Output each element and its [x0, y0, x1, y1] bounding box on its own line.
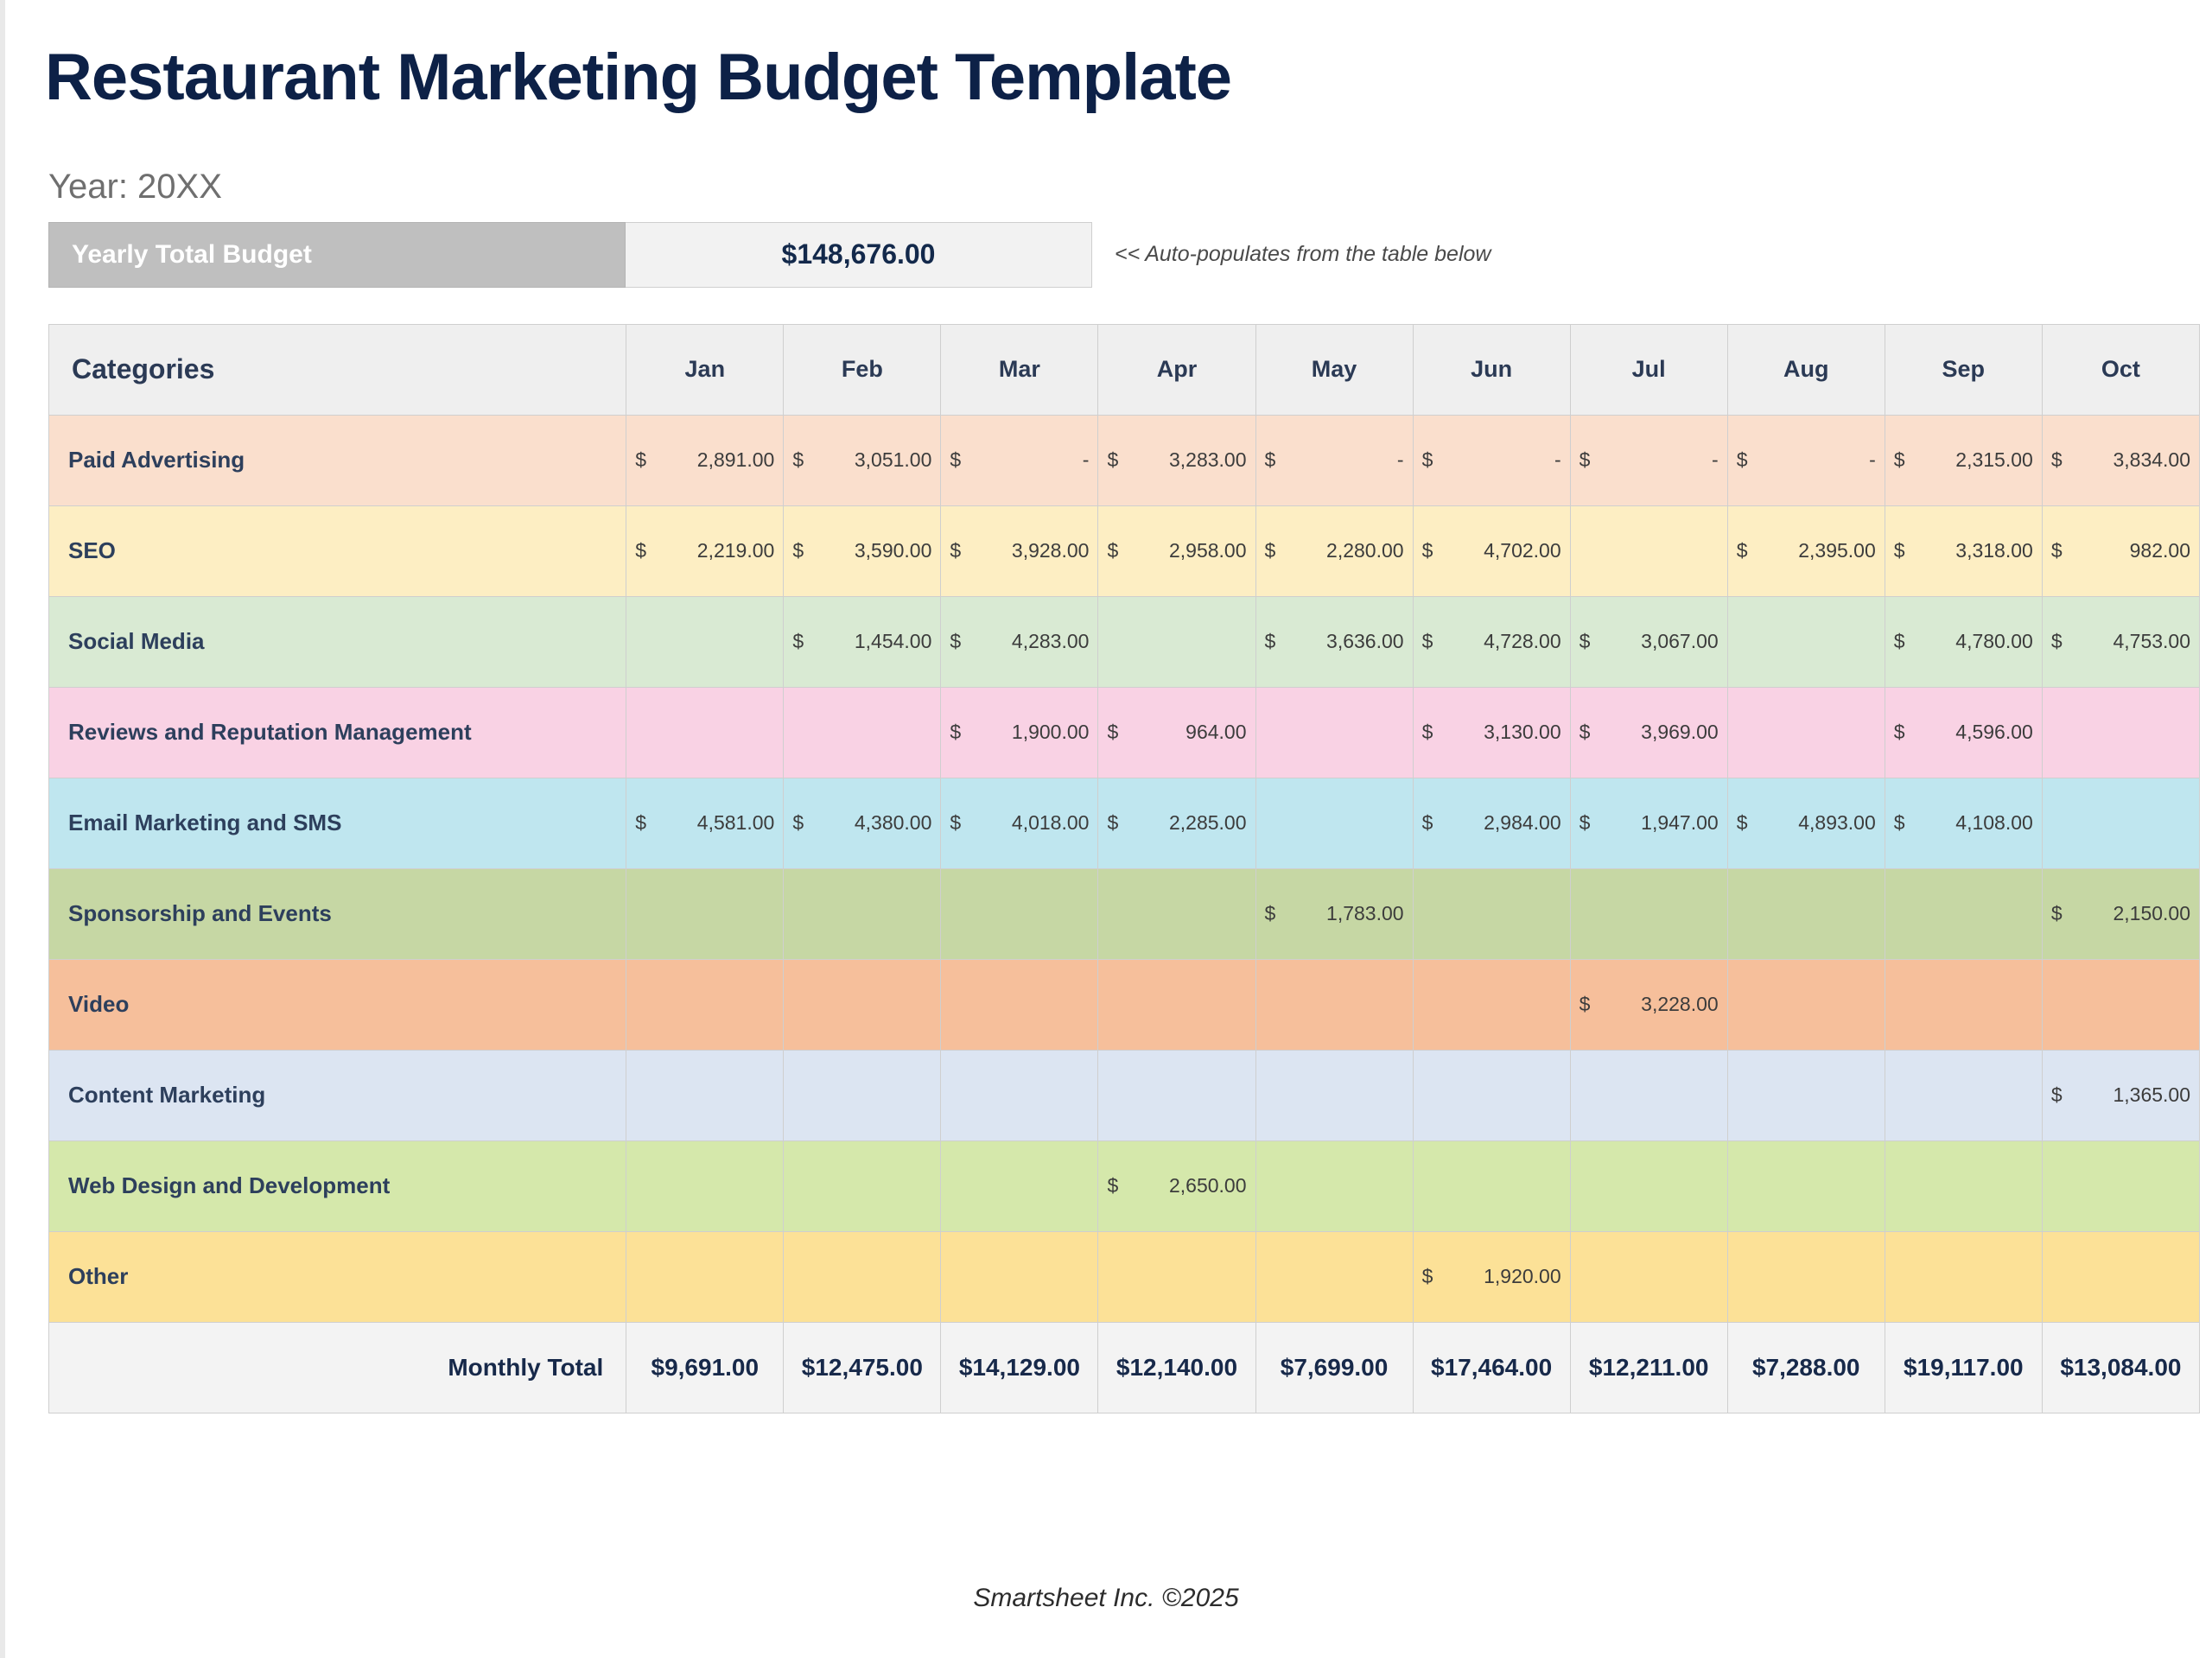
currency-symbol: $: [1421, 811, 1433, 835]
currency-symbol: $: [2050, 902, 2063, 925]
budget-cell[interactable]: [1570, 1140, 1727, 1231]
currency-symbol: $: [1893, 721, 1905, 744]
cell-amount: 3,834.00: [2113, 448, 2190, 472]
category-label: Social Media: [49, 596, 626, 687]
cell-amount: 4,596.00: [1955, 721, 2033, 744]
budget-cell[interactable]: [1255, 415, 1413, 505]
cell-amount: 2,395.00: [1798, 539, 1876, 562]
currency-symbol: $: [1893, 448, 1905, 472]
table-row: [49, 1140, 2200, 1231]
cell-amount: 2,150.00: [2113, 902, 2190, 925]
category-label: Web Design and Development: [49, 1140, 626, 1231]
budget-cell[interactable]: [1885, 415, 2042, 505]
budget-cell[interactable]: [2042, 1050, 2199, 1140]
currency-symbol: $: [792, 630, 804, 653]
header-categories: Categories: [49, 324, 626, 415]
budget-cell[interactable]: [1255, 1050, 1413, 1140]
table-row: [49, 959, 2200, 1050]
cell-amount: 3,283.00: [1168, 448, 1247, 472]
category-label: SEO: [49, 505, 626, 596]
table-row: [49, 415, 2200, 505]
footer-credit: Smartsheet Inc. ©2025: [973, 1584, 1239, 1612]
budget-cell[interactable]: [1413, 868, 1570, 959]
cell-amount: 4,283.00: [1011, 630, 1090, 653]
budget-cell[interactable]: [2042, 505, 2199, 596]
budget-cell[interactable]: [626, 778, 784, 868]
budget-cell[interactable]: [1727, 415, 1885, 505]
monthly-total-value: $14,129.00: [941, 1322, 1098, 1413]
budget-cell[interactable]: [626, 959, 784, 1050]
currency-symbol: $: [1264, 448, 1276, 472]
cell-amount: 982.00: [2129, 539, 2190, 562]
cell-amount: 2,219.00: [696, 539, 775, 562]
header-month-jun: Jun: [1413, 324, 1570, 415]
cell-amount: -: [1396, 448, 1404, 472]
budget-cell[interactable]: [1413, 1050, 1570, 1140]
currency-symbol: $: [1264, 630, 1276, 653]
budget-cell[interactable]: [784, 778, 941, 868]
cell-amount: 3,130.00: [1484, 721, 1561, 744]
category-label: Other: [49, 1231, 626, 1322]
budget-cell[interactable]: [2042, 959, 2199, 1050]
cell-amount: 2,958.00: [1168, 539, 1247, 562]
budget-cell[interactable]: [2042, 1140, 2199, 1231]
budget-table: [48, 324, 2200, 1413]
budget-cell[interactable]: [1413, 415, 1570, 505]
currency-symbol: $: [1107, 539, 1119, 562]
header-month-apr: Apr: [1098, 324, 1255, 415]
budget-cell[interactable]: [1098, 687, 1255, 778]
budget-cell[interactable]: [1255, 959, 1413, 1050]
cell-amount: 1,920.00: [1484, 1265, 1561, 1288]
table-row: [49, 1231, 2200, 1322]
currency-symbol: $: [950, 721, 962, 744]
category-label: Content Marketing: [49, 1050, 626, 1140]
budget-cell[interactable]: [1885, 959, 2042, 1050]
budget-cell[interactable]: [626, 505, 784, 596]
currency-symbol: $: [1107, 811, 1119, 835]
header-month-sep: Sep: [1885, 324, 2042, 415]
yearly-total-value[interactable]: $148,676.00: [626, 222, 1092, 288]
currency-symbol: $: [1579, 721, 1591, 744]
currency-symbol: $: [1107, 1174, 1119, 1197]
monthly-total-value: $13,084.00: [2042, 1322, 2199, 1413]
budget-cell[interactable]: [2042, 1231, 2199, 1322]
budget-cell[interactable]: [1255, 778, 1413, 868]
budget-cell[interactable]: [2042, 415, 2199, 505]
currency-symbol: $: [1421, 539, 1433, 562]
budget-cell[interactable]: [1885, 778, 2042, 868]
cell-amount: 2,315.00: [1955, 448, 2033, 472]
budget-cell[interactable]: [1098, 596, 1255, 687]
budget-cell[interactable]: [1098, 1140, 1255, 1231]
cell-amount: 4,728.00: [1484, 630, 1561, 653]
page-title: Restaurant Marketing Budget Template: [45, 41, 1232, 114]
cell-amount: 3,928.00: [1011, 539, 1090, 562]
budget-cell[interactable]: [2042, 778, 2199, 868]
budget-cell[interactable]: [941, 505, 1098, 596]
currency-symbol: $: [1736, 448, 1748, 472]
monthly-total-value: $12,140.00: [1098, 1322, 1255, 1413]
currency-symbol: $: [1893, 811, 1905, 835]
currency-symbol: $: [2050, 1083, 2063, 1107]
budget-cell[interactable]: [1570, 687, 1727, 778]
currency-symbol: $: [792, 448, 804, 472]
header-month-aug: Aug: [1727, 324, 1885, 415]
budget-cell[interactable]: [784, 505, 941, 596]
header-month-may: May: [1255, 324, 1413, 415]
header-month-feb: Feb: [784, 324, 941, 415]
year-label: Year: 20XX: [48, 167, 222, 206]
cell-amount: 2,650.00: [1168, 1174, 1247, 1197]
budget-cell[interactable]: [1255, 868, 1413, 959]
budget-cell[interactable]: [2042, 868, 2199, 959]
cell-amount: 964.00: [1185, 721, 1247, 744]
monthly-total-row: [49, 1322, 2200, 1413]
currency-symbol: $: [1264, 539, 1276, 562]
budget-cell[interactable]: [1098, 415, 1255, 505]
yearly-total-note: << Auto-populates from the table below: [1115, 242, 1491, 267]
currency-symbol: $: [1421, 721, 1433, 744]
table-row: [49, 687, 2200, 778]
budget-cell[interactable]: [1570, 778, 1727, 868]
category-label: Video: [49, 959, 626, 1050]
page-left-edge: [0, 0, 5, 1658]
monthly-total-value: $9,691.00: [626, 1322, 784, 1413]
budget-cell[interactable]: [941, 1231, 1098, 1322]
budget-cell[interactable]: [1885, 1050, 2042, 1140]
yearly-total-label: Yearly Total Budget: [48, 222, 626, 288]
table-row: [49, 596, 2200, 687]
cell-amount: 2,280.00: [1326, 539, 1404, 562]
budget-cell[interactable]: [941, 778, 1098, 868]
table-row: [49, 505, 2200, 596]
cell-amount: 3,067.00: [1641, 630, 1719, 653]
cell-amount: 4,018.00: [1011, 811, 1090, 835]
category-label: Email Marketing and SMS: [49, 778, 626, 868]
budget-cell[interactable]: [784, 1231, 941, 1322]
budget-cell[interactable]: [1570, 505, 1727, 596]
cell-amount: 1,454.00: [854, 630, 932, 653]
monthly-total-value: $7,699.00: [1255, 1322, 1413, 1413]
table-row: [49, 1050, 2200, 1140]
budget-cell[interactable]: [1413, 778, 1570, 868]
cell-amount: -: [1554, 448, 1561, 472]
budget-cell[interactable]: [941, 1140, 1098, 1231]
budget-cell[interactable]: [626, 415, 784, 505]
currency-symbol: $: [635, 811, 647, 835]
cell-amount: 2,285.00: [1168, 811, 1247, 835]
table-row: [49, 778, 2200, 868]
category-label: Sponsorship and Events: [49, 868, 626, 959]
monthly-total-label: Monthly Total: [49, 1322, 626, 1413]
budget-cell[interactable]: [941, 1050, 1098, 1140]
currency-symbol: $: [2050, 539, 2063, 562]
cell-amount: 3,590.00: [854, 539, 932, 562]
budget-cell[interactable]: [1413, 1140, 1570, 1231]
budget-cell[interactable]: [1727, 687, 1885, 778]
budget-cell[interactable]: [784, 868, 941, 959]
budget-cell[interactable]: [1727, 868, 1885, 959]
header-row: [49, 324, 2200, 415]
cell-amount: -: [1082, 448, 1090, 472]
currency-symbol: $: [1107, 721, 1119, 744]
budget-cell[interactable]: [1413, 687, 1570, 778]
currency-symbol: $: [1893, 630, 1905, 653]
monthly-total-value: $12,211.00: [1570, 1322, 1727, 1413]
currency-symbol: $: [635, 448, 647, 472]
budget-cell[interactable]: [1413, 505, 1570, 596]
currency-symbol: $: [1579, 448, 1591, 472]
monthly-total-value: $19,117.00: [1885, 1322, 2042, 1413]
header-month-jul: Jul: [1570, 324, 1727, 415]
currency-symbol: $: [1736, 539, 1748, 562]
category-label: Paid Advertising: [49, 415, 626, 505]
currency-symbol: $: [1893, 539, 1905, 562]
currency-symbol: $: [950, 448, 962, 472]
budget-cell[interactable]: [1727, 778, 1885, 868]
cell-amount: 3,318.00: [1955, 539, 2033, 562]
currency-symbol: $: [950, 630, 962, 653]
currency-symbol: $: [792, 811, 804, 835]
budget-cell[interactable]: [784, 959, 941, 1050]
cell-amount: 1,365.00: [2113, 1083, 2190, 1107]
cell-amount: 4,108.00: [1955, 811, 2033, 835]
cell-amount: 3,228.00: [1641, 993, 1719, 1016]
budget-cell[interactable]: [1413, 596, 1570, 687]
header-month-mar: Mar: [941, 324, 1098, 415]
currency-symbol: $: [792, 539, 804, 562]
budget-cell[interactable]: [1098, 505, 1255, 596]
cell-amount: -: [1869, 448, 1876, 472]
cell-amount: 4,893.00: [1798, 811, 1876, 835]
budget-cell[interactable]: [784, 687, 941, 778]
cell-amount: 3,969.00: [1641, 721, 1719, 744]
budget-cell[interactable]: [626, 596, 784, 687]
budget-cell[interactable]: [1098, 959, 1255, 1050]
budget-cell[interactable]: [1727, 959, 1885, 1050]
currency-symbol: $: [2050, 630, 2063, 653]
budget-cell[interactable]: [626, 1050, 784, 1140]
budget-cell[interactable]: [1413, 959, 1570, 1050]
currency-symbol: $: [950, 811, 962, 835]
budget-cell[interactable]: [1727, 1140, 1885, 1231]
table-header: [49, 324, 2200, 415]
budget-cell[interactable]: [941, 687, 1098, 778]
cell-amount: 4,380.00: [854, 811, 932, 835]
budget-cell[interactable]: [1885, 687, 2042, 778]
cell-amount: 2,984.00: [1484, 811, 1561, 835]
cell-amount: 3,051.00: [854, 448, 932, 472]
budget-cell[interactable]: [626, 1140, 784, 1231]
monthly-total-value: $17,464.00: [1413, 1322, 1570, 1413]
cell-amount: -: [1712, 448, 1719, 472]
monthly-total-value: $7,288.00: [1727, 1322, 1885, 1413]
currency-symbol: $: [1579, 811, 1591, 835]
currency-symbol: $: [1736, 811, 1748, 835]
header-month-oct: Oct: [2042, 324, 2199, 415]
budget-cell[interactable]: [1885, 505, 2042, 596]
budget-cell[interactable]: [626, 687, 784, 778]
budget-cell[interactable]: [941, 868, 1098, 959]
budget-cell[interactable]: [784, 1050, 941, 1140]
yearly-total-row: [48, 222, 2212, 288]
budget-cell[interactable]: [1885, 1231, 2042, 1322]
budget-cell[interactable]: [2042, 596, 2199, 687]
budget-cell[interactable]: [1570, 596, 1727, 687]
budget-cell[interactable]: [1098, 868, 1255, 959]
budget-cell[interactable]: [1570, 959, 1727, 1050]
budget-cell[interactable]: [1570, 1050, 1727, 1140]
table-body: [49, 415, 2200, 1413]
budget-cell[interactable]: [1727, 596, 1885, 687]
budget-cell[interactable]: [1098, 778, 1255, 868]
budget-cell[interactable]: [784, 596, 941, 687]
budget-cell[interactable]: [1885, 596, 2042, 687]
currency-symbol: $: [1107, 448, 1119, 472]
currency-symbol: $: [1264, 902, 1276, 925]
currency-symbol: $: [2050, 448, 2063, 472]
budget-cell[interactable]: [1727, 505, 1885, 596]
budget-cell[interactable]: [626, 868, 784, 959]
currency-symbol: $: [635, 539, 647, 562]
budget-cell[interactable]: [1727, 1231, 1885, 1322]
budget-cell[interactable]: [784, 1140, 941, 1231]
budget-cell[interactable]: [1727, 1050, 1885, 1140]
budget-cell[interactable]: [1885, 868, 2042, 959]
budget-cell[interactable]: [1098, 1050, 1255, 1140]
budget-cell[interactable]: [1255, 596, 1413, 687]
budget-cell[interactable]: [1885, 1140, 2042, 1231]
budget-cell[interactable]: [1255, 505, 1413, 596]
budget-cell[interactable]: [1570, 1231, 1727, 1322]
budget-cell[interactable]: [1098, 1231, 1255, 1322]
currency-symbol: $: [950, 539, 962, 562]
table-row: [49, 868, 2200, 959]
header-month-jan: Jan: [626, 324, 784, 415]
cell-amount: 4,753.00: [2113, 630, 2190, 653]
budget-cell[interactable]: [1255, 1140, 1413, 1231]
budget-cell[interactable]: [1413, 1231, 1570, 1322]
budget-cell[interactable]: [941, 596, 1098, 687]
budget-cell[interactable]: [1255, 1231, 1413, 1322]
currency-symbol: $: [1579, 993, 1591, 1016]
cell-amount: 1,947.00: [1641, 811, 1719, 835]
currency-symbol: $: [1421, 1265, 1433, 1288]
cell-amount: 4,780.00: [1955, 630, 2033, 653]
currency-symbol: $: [1421, 448, 1433, 472]
budget-cell[interactable]: [941, 959, 1098, 1050]
currency-symbol: $: [1579, 630, 1591, 653]
cell-amount: 3,636.00: [1326, 630, 1404, 653]
budget-cell[interactable]: [1570, 415, 1727, 505]
category-label: Reviews and Reputation Management: [49, 687, 626, 778]
currency-symbol: $: [1421, 630, 1433, 653]
cell-amount: 4,702.00: [1484, 539, 1561, 562]
budget-cell[interactable]: [1570, 868, 1727, 959]
budget-cell[interactable]: [2042, 687, 2199, 778]
budget-cell[interactable]: [784, 415, 941, 505]
cell-amount: 1,900.00: [1011, 721, 1090, 744]
budget-cell[interactable]: [626, 1231, 784, 1322]
monthly-total-value: $12,475.00: [784, 1322, 941, 1413]
cell-amount: 1,783.00: [1326, 902, 1404, 925]
cell-amount: 4,581.00: [696, 811, 775, 835]
cell-amount: 2,891.00: [696, 448, 775, 472]
budget-cell[interactable]: [1255, 687, 1413, 778]
budget-cell[interactable]: [941, 415, 1098, 505]
